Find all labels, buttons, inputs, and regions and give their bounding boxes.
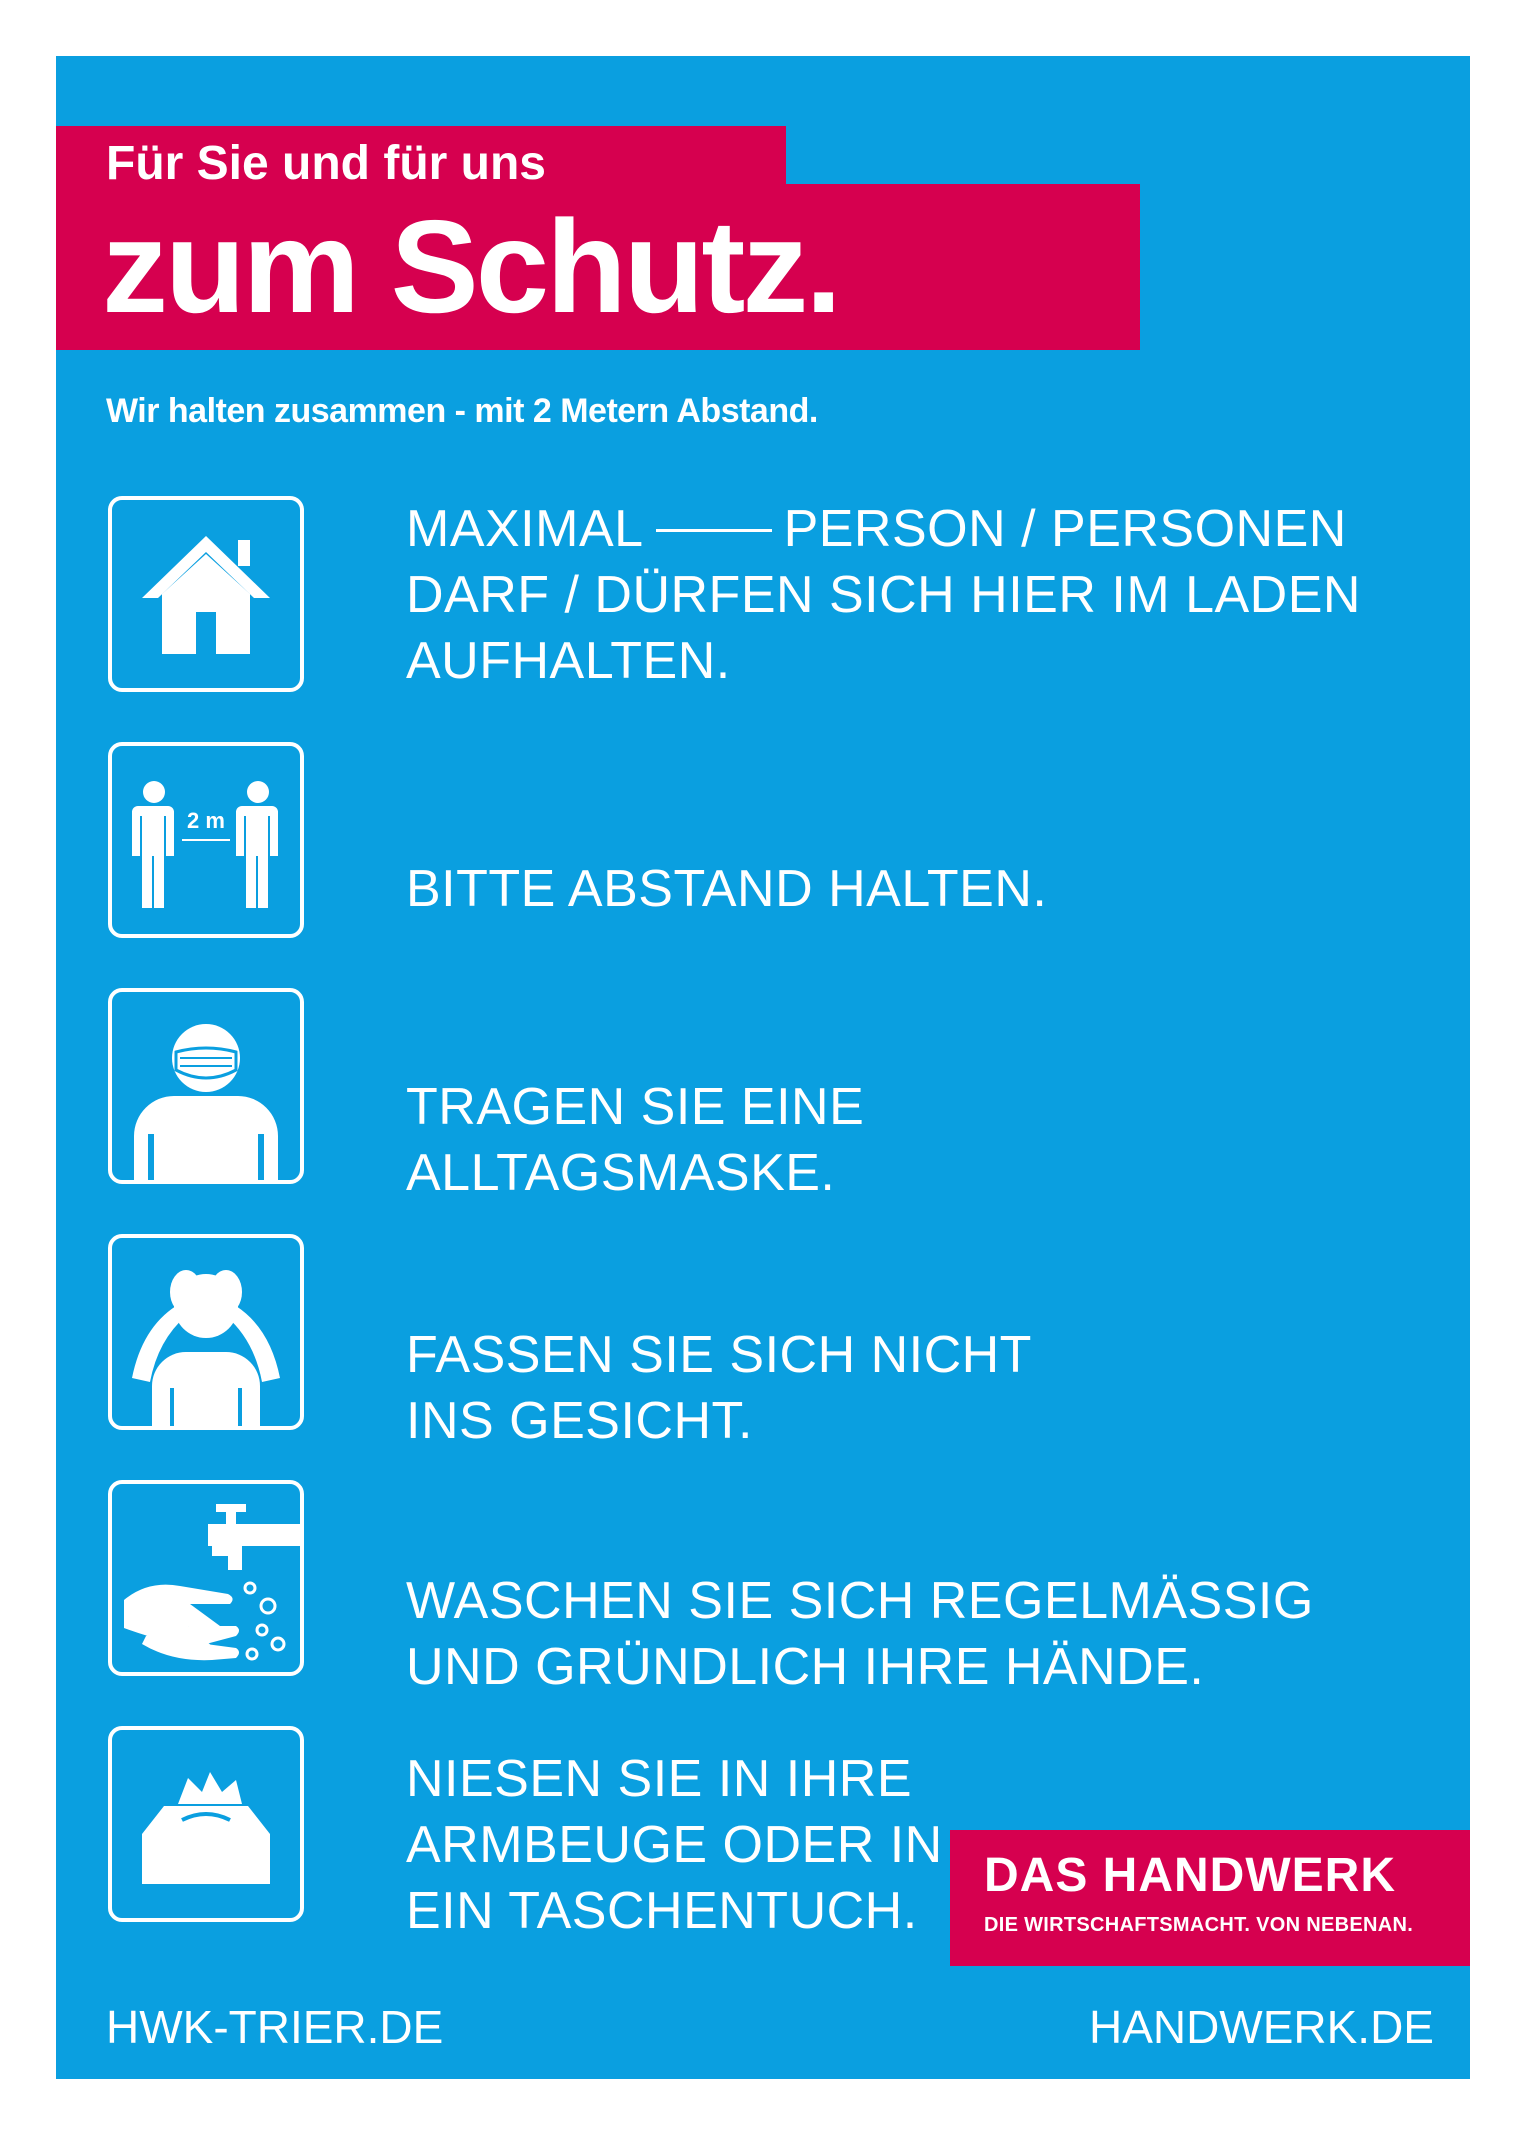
- badge-subtitle: DIE WIRTSCHAFTSMACHT. VON NEBENAN.: [984, 1914, 1414, 1936]
- distance-label: 2 m: [187, 808, 225, 833]
- header-title: zum Schutz.: [102, 193, 840, 340]
- subtitle: Wir halten zusammen - mit 2 Metern Abstand.: [106, 392, 818, 430]
- rule-3-text: [406, 1074, 864, 1206]
- rule-1-text: [406, 496, 1361, 694]
- badge-title: DAS HANDWERK: [984, 1849, 1396, 1902]
- face-mask-icon: [108, 988, 304, 1184]
- house-icon: [108, 496, 304, 692]
- rule-5-text: [406, 1568, 1314, 1700]
- rule-6-line-3: EIN TASCHENTUCH.: [406, 1882, 918, 1940]
- distance-people-icon: [108, 742, 304, 938]
- no-face-touch-icon: [108, 1234, 304, 1430]
- rule-2-text: [406, 856, 1047, 922]
- rule-3-line-1: TRAGEN SIE EINE: [406, 1078, 865, 1136]
- rule-1-line-1a: MAXIMAL: [406, 500, 644, 558]
- tissue-box-icon: [108, 1726, 304, 1922]
- rule-5-line-1: WASCHEN SIE SICH REGELMÄSSIG: [406, 1572, 1314, 1630]
- rule-4-line-2: INS GESICHT.: [406, 1392, 753, 1450]
- footer-link-hwk-trier[interactable]: HWK-TRIER.DE: [106, 2001, 444, 2053]
- rule-1-line-1b: PERSON / PERSONEN: [783, 500, 1347, 558]
- rule-3-line-2: ALLTAGSMASKE.: [406, 1144, 836, 1202]
- rule-1-blank: [656, 529, 772, 532]
- rule-6-line-2: ARMBEUGE ODER IN: [406, 1816, 943, 1874]
- rule-6-line-1: NIESEN SIE IN IHRE: [406, 1750, 912, 1808]
- hand-washing-icon: [108, 1480, 304, 1676]
- das-handwerk-badge: [950, 1830, 1470, 1966]
- rule-4-line-1: FASSEN SIE SICH NICHT: [406, 1326, 1032, 1384]
- rule-5-line-2: UND GRÜNDLICH IHRE HÄNDE.: [406, 1638, 1205, 1696]
- header-line-1: Für Sie und für uns: [106, 137, 546, 190]
- footer-link-handwerk[interactable]: HANDWERK.DE: [1088, 2001, 1434, 2053]
- rule-6-text: [406, 1746, 943, 1944]
- rule-1-line-3: AUFHALTEN.: [406, 632, 731, 690]
- rule-2-line-1: BITTE ABSTAND HALTEN.: [406, 860, 1048, 918]
- rule-4-text: [406, 1322, 1032, 1454]
- poster: [56, 56, 1470, 2079]
- rule-1-line-2: DARF / DÜRFEN SICH HIER IM LADEN: [406, 566, 1361, 624]
